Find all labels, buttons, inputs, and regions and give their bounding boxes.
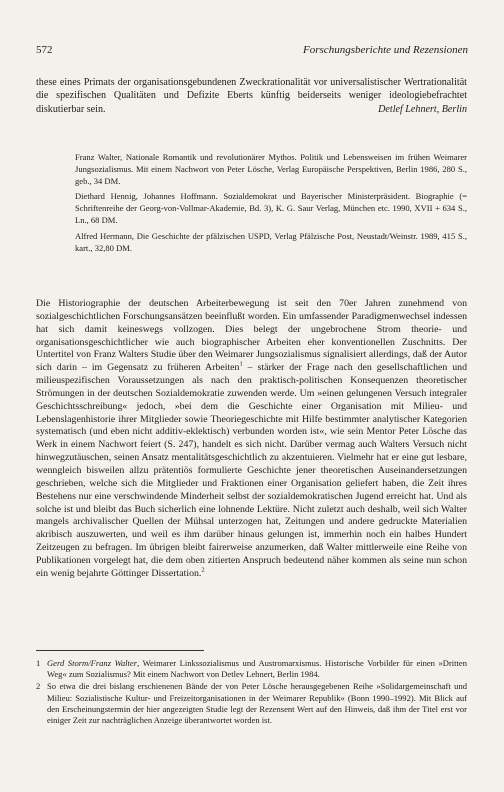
footnote-marker[interactable]: 2 <box>201 566 205 574</box>
footnotes <box>36 658 467 727</box>
book-reference: Diethard Hennig, Johannes Hoffmann. Sozialdemokrat und Bayerischer Ministerpräsident. Biographie (= Schriftenreihe der Georg-von-Vollmar-Akademie, Bd. 3), K. G. Saur Verlag, München etc. 1990, XVII + 634 S., Ln., 68 DM. <box>75 191 467 225</box>
footnote <box>36 658 467 680</box>
review-author: Detlef Lehnert, Berlin <box>378 103 467 115</box>
body-text: Die Historiographie der deutschen Arbeiterbewegung ist seit den 70er Jahren zunehmend von sozialgeschichtlichen Forschungsansätzen beeinflußt worden. Ein umfassender Paradigmenwechsel indessen hat sich damit keineswegs vollzogen. Dies belegt der ungebrochene Strom theorie- und organisationsgeschichtlicher wie auch biographischer Arbeiten eher konventionellen Zuschnitts. Der Untertitel von Franz Walters Studie über den Weimarer Jungsozialismus signalisiert allerdings, daß der Autor sich darin – im Gegensatz zu früheren Arbeiten <box>36 298 467 374</box>
review-conclusion <box>36 76 467 116</box>
body-text: – stärker der Frage nach den gesellschaftlichen und milieuspezifischen Voraussetzungen als nach den praktisch-politischen Konsequenzen theoretischer Strömungen in der deutschen Sozialdemokratie zuwenden werde. Um »einen gelungenen Versuch integraler Geschichtsschreibung« jedoch, »bei dem die Geschichte einer Organisation mit Milieu- und Lebenslagenhistorie ihrer Mitglieder sowie Theoriegeschichte mit Hilfe bestimmter analytischer Kategorien systematisch (und eben nicht additiv-eklektisch) verbunden worden ist«, wie sein Mentor Peter Lösche das Werk in einem Nachwort feiert (S. 247), handelt es sich nicht. Darüber vermag auch Walters Versuch nicht hinwegzutäuschen, seinen Ansatz mentalitätsgeschichtlich zu akzentuieren. Vielmehr hat er eine gut lesbare, wenngleich bisweilen allzu prätentiös formulierte Geschichte jener theoretischen Auseinandersetzungen geschrieben, welche sich die Mitglieder und Fraktionen einer Organisation geliefert haben, die Zeit ihres Bestehens nur eine verschwindende Minderheit selbst der sozialdemokratischen Jugend erreicht hat. Und als solche ist und bleibt das Buch sicherlich eine lohnende Lektüre. Nicht zuletzt auch deshalb, weil sich Walter mangels archivalischer Quellen der Mühsal unterzogen hat, Zeitungen und andere gedruckte Materialien akribisch auszuwerten, und weil es ihm darüber hinaus gelungen ist, immerhin noch ein halbes Hundert Zeitzeugen zu befragen. Im übrigen bleibt fairerweise anzumerken, daß Walter mittlerweile eine Reihe von Publikationen vorgelegt hat, die dem oben zitierten Anspruch bedeutend näher kommen als seine nun schon ein wenig bejahrte Göttinger Dissertation. <box>36 362 467 579</box>
footnote-number: 2 <box>36 681 41 692</box>
reviewed-books <box>75 152 467 258</box>
footnote-divider <box>36 650 204 651</box>
page-number: 572 <box>36 44 53 56</box>
footnote-text: So etwa die drei bislang erschienenen Bände der von Peter Lösche herausgegebenen Reihe »Solidargemeinschaft und Milieu: Sozialistische Kultur- und Freizeitorganisationen in der Weimarer Republik« (Bonn 1990–1992). Mit Blick auf den Erscheinungstermin der hier angezeigten Studie legt der Rezensent Wert auf den Hinweis, daß ihm der Titel erst vor einiger Zeit zur nachträglichen Anzeige überantwortet worden ist. <box>47 681 467 726</box>
footnote <box>36 681 467 726</box>
book-reference: Alfred Hermann, Die Geschichte der pfälzischen USPD, Verlag Pfälzische Post, Neustadt/Weinstr. 1989, 415 S., kart., 32,80 DM. <box>75 230 467 253</box>
footnote-marker[interactable]: 1 <box>239 360 243 368</box>
running-title: Forschungsberichte und Rezensionen <box>303 44 468 56</box>
review-conclusion-text: these eines Primats der organisationsgebundenen Zweckrationalität vor universalistischer Wertrationalität die spezifischen Qualitäten und Defizite Eberts künftig beiderseits weniger ideologiebefrachtet diskutierbar sein. <box>36 77 467 115</box>
footnote-authors: Gerd Storm/Franz Walter <box>47 658 138 668</box>
footnote-text: , Weimarer Linkssozialismus und Austromarxismus. Historische Vorbilder für einen »Dritten Weg« zum Sozialismus? Mit einem Nachwort von Detlev Lehnert, Berlin 1984. <box>47 658 467 680</box>
page-header <box>36 44 468 60</box>
review-body <box>36 298 467 581</box>
footnote-number: 1 <box>36 658 41 668</box>
book-reference: Franz Walter, Nationale Romantik und revolutionärer Mythos. Politik und Lebensweisen im frühen Weimarer Jungsozialismus. Mit einem Nachwort von Peter Lösche, Verlag Europäische Perspektiven, Berlin 1986, 280 S., geb., 34 DM. <box>75 152 467 186</box>
